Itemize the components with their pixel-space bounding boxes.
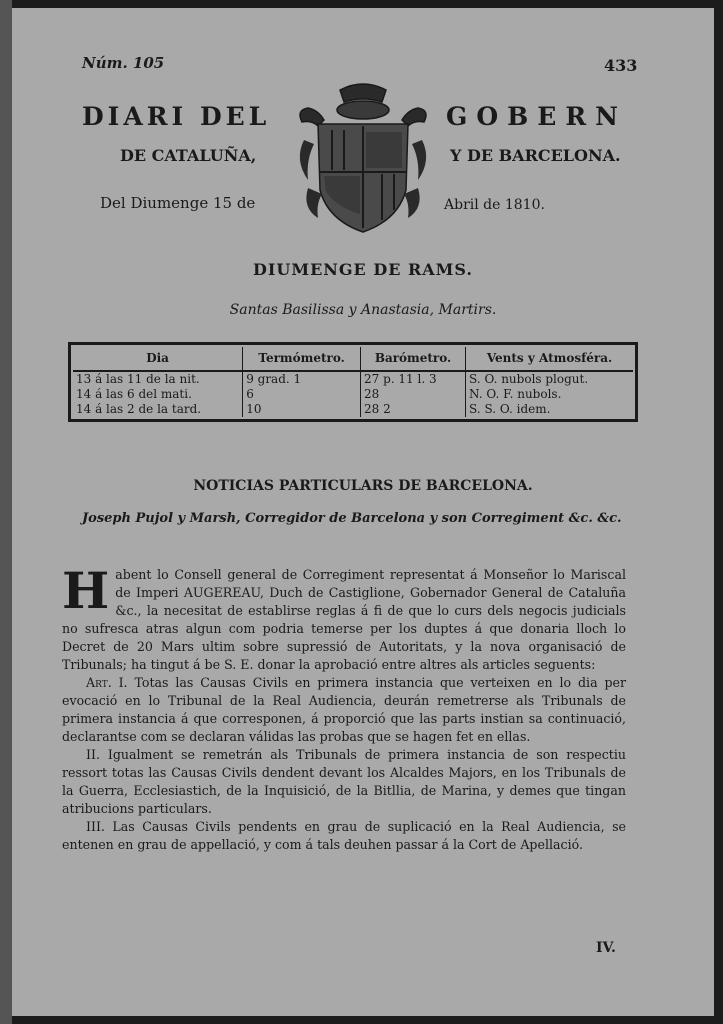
table-row (73, 402, 633, 417)
masthead-subtitle-right: Y DE BARCELONA. (450, 146, 621, 165)
weather-cell-thermometer: 6 (243, 387, 361, 402)
art1-text: Totas las Causas Civils en primera instancia que verteixen en lo dia per evocació en lo Tribunal de la Real Audiencia, deurán remetrerse als Tribunals de primera instancia á que corresponen, á proporció que las parts instian sa continuació, declarantse com se declaran válidas las probas que se hagen fet en ellas. (62, 675, 626, 744)
weather-header-wind: Vents y Atmosféra. (466, 347, 633, 371)
article-paragraph-art2: II. Igualment se remetrán als Tribunals de primera instancia de son respectiu ressort totas las Causas Civils dendent devant los Alcaldes Majors, en los Tribunals de la Guerra, Ecclesiastich, de la Inquisició, de la Bitllia, de Marina, y demes que tingan atribucions particulars. (62, 747, 626, 816)
weather-cell-wind: S. S. O. idem. (469, 402, 551, 416)
masthead-title-right: GOBERN (446, 102, 627, 131)
article-paragraph-art3: III. Las Causas Civils pendents en grau de suplicació en la Real Audiencia, se entenen en grau de appellació, y com á tals deuhen passar á la Cort de Apellació. (62, 819, 626, 852)
weather-cell-day: 14 á las 6 del mati. (73, 387, 243, 402)
weather-cell-barometer: 28 2 (361, 402, 466, 417)
weather-cell-day: 14 á las 2 de la tard. (73, 402, 243, 417)
weather-header-thermometer: Termómetro. (243, 347, 361, 371)
table-row (73, 371, 633, 387)
section-title: NOTICIAS PARTICULARS DE BARCELONA. (193, 478, 533, 494)
article-body (62, 561, 626, 854)
coat-of-arms-icon (288, 80, 438, 240)
page-number: 433 (604, 56, 638, 75)
masthead-subtitle-left: DE CATALUÑA, (120, 146, 257, 165)
weather-cell-wind: S. O. nubols plogut. (469, 372, 589, 386)
intro-text: abent lo Consell general de Corregiment representat á Monseñor lo Mariscal de Imperi AUGEREAU, Duch de Castiglione, Gobernador General de Cataluña &c., la necesitat de establirse reglas á fi de que lo curs dels negocis judicials no sufresca atras algun com podria temerse per los duptes á que donaria lloch lo Decret de 20 Mars ultim sobre supressió de Autoritats, y la nova organisació de Tribunals; ha tingut á be S. E. donar la aprobació entre altres als articles seguents: (62, 567, 626, 672)
catchword: IV. (596, 940, 616, 956)
table-row (73, 387, 633, 402)
weather-cell-barometer: 28 (361, 387, 466, 402)
weather-cell-barometer: 27 p. 11 l. 3 (361, 371, 466, 387)
article-paragraph-art1 (62, 674, 626, 746)
weather-table (68, 342, 638, 422)
weather-cell-wind: N. O. F. nubols. (469, 387, 562, 401)
drop-cap: H (62, 561, 110, 620)
weather-header-barometer: Barómetro. (361, 347, 466, 371)
issue-number: Núm. 105 (82, 54, 165, 72)
weather-cell-thermometer: 10 (243, 402, 361, 417)
feast-day-heading: DIUMENGE DE RAMS. (253, 260, 473, 279)
article-label: Art. I. (86, 675, 128, 690)
weather-cell-day: 13 á las 11 de la nit. (73, 371, 243, 387)
date-right: Abril de 1810. (444, 197, 545, 213)
saints-line: Santas Basilissa y Anastasia, Martirs. (229, 302, 497, 318)
official-byline: Joseph Pujol y Marsh, Corregidor de Barcelona y son Corregiment &c. &c. (82, 511, 622, 526)
article-paragraph-intro (62, 561, 626, 674)
masthead-title-left: DIARI DEL (82, 102, 271, 131)
weather-header-day: Dia (73, 347, 243, 371)
newspaper-page (12, 8, 714, 1016)
date-left: Del Diumenge 15 de (100, 194, 256, 212)
page-gutter-shadow (0, 0, 12, 1024)
weather-cell-thermometer: 9 grad. 1 (243, 371, 361, 387)
